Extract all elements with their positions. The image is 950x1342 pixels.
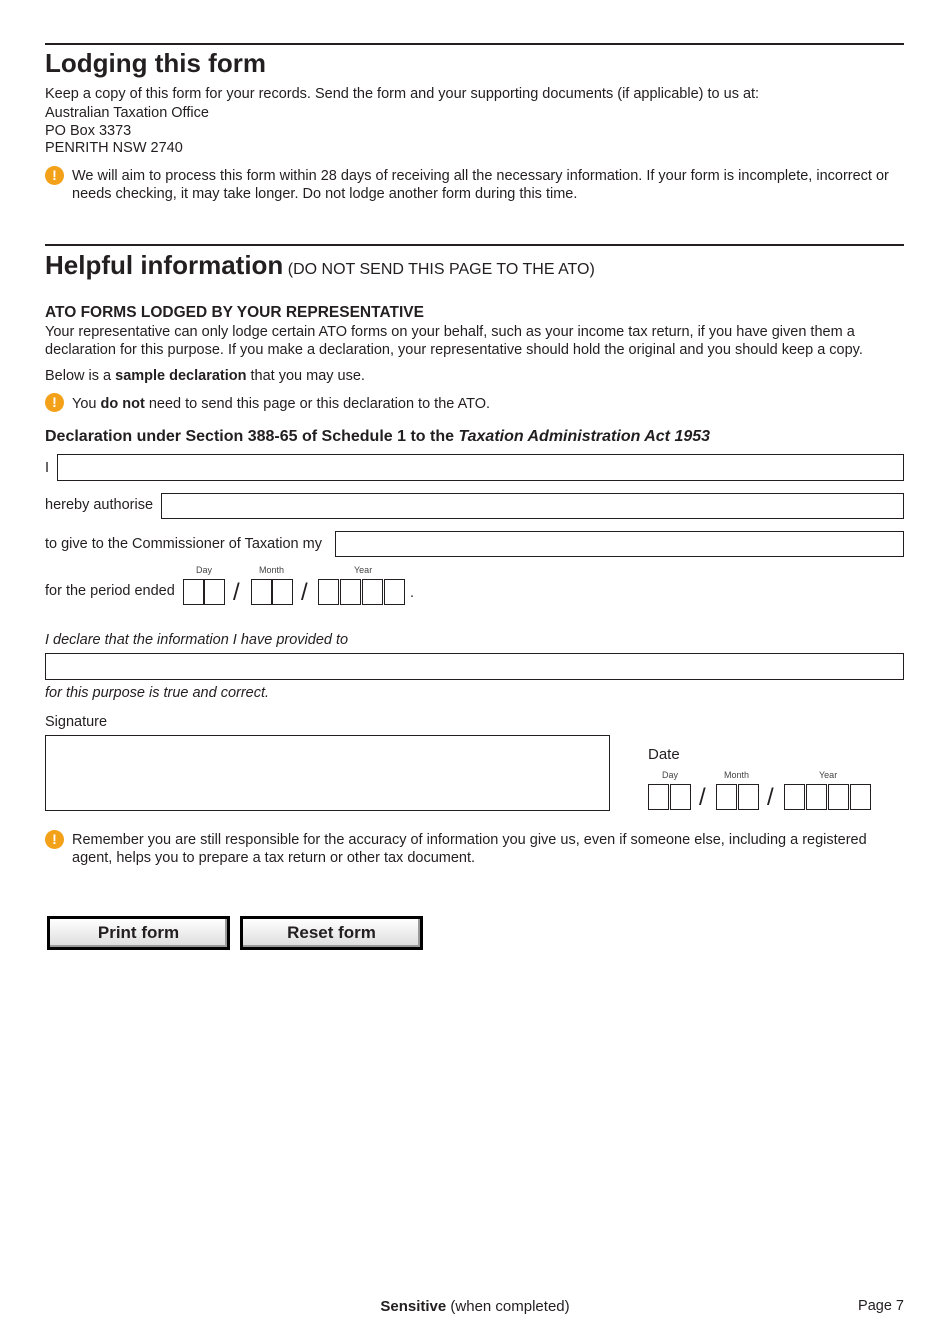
year-label: Year — [819, 770, 838, 780]
day-label: Day — [662, 770, 679, 780]
section-rule — [45, 244, 904, 246]
declare-recipient-field[interactable] — [45, 653, 904, 680]
print-form-button[interactable]: Print form — [47, 916, 230, 950]
label-authorise: hereby authorise — [45, 497, 154, 513]
address-line: Australian Taxation Office — [45, 105, 209, 121]
date-year-digit[interactable] — [784, 784, 805, 810]
date-year-digit[interactable] — [850, 784, 871, 810]
date-label: Date — [648, 746, 680, 763]
period-end-dot: . — [410, 585, 415, 601]
period-month-digit[interactable] — [251, 579, 272, 605]
signature-field[interactable] — [45, 735, 610, 811]
period-day-digit[interactable] — [183, 579, 204, 605]
period-year-digit[interactable] — [384, 579, 405, 605]
label-i: I — [45, 460, 50, 476]
sensitivity-footer: Sensitive (when completed) — [380, 1298, 570, 1315]
representative-heading: ATO FORMS LODGED BY YOUR REPRESENTATIVE — [45, 304, 424, 321]
period-year-digit[interactable] — [340, 579, 361, 605]
document-field[interactable] — [335, 531, 904, 557]
purpose-text: for this purpose is true and correct. — [45, 685, 270, 701]
label-commissioner: to give to the Commissioner of Taxation my — [45, 536, 322, 552]
helpful-subtitle: (DO NOT SEND THIS PAGE TO THE ATO) — [287, 261, 595, 278]
date-day-digit[interactable] — [648, 784, 669, 810]
address-line: PO Box 3373 — [45, 122, 132, 139]
date-month-digit[interactable] — [738, 784, 759, 810]
day-label: Day — [196, 565, 213, 575]
reset-form-button[interactable]: Reset form — [240, 916, 423, 950]
period-month-digit[interactable] — [272, 579, 293, 605]
ato-address — [45, 105, 209, 158]
warning-icon: ! — [45, 393, 64, 412]
date-separator: / — [767, 784, 774, 811]
do-not-send-notice: You do not need to send this page or this declaration to the ATO. — [72, 396, 491, 412]
sample-declaration-text: Below is a sample declaration that you may use. — [45, 368, 365, 384]
year-label: Year — [354, 565, 373, 575]
label-period: for the period ended — [45, 583, 175, 599]
date-separator: / — [699, 784, 706, 811]
declare-text: I declare that the information I have provided to — [45, 632, 349, 648]
date-year-digit[interactable] — [828, 784, 849, 810]
period-day-digit[interactable] — [204, 579, 225, 605]
date-separator: / — [301, 579, 308, 606]
address-line: PENRITH NSW 2740 — [45, 140, 183, 156]
period-year-digit[interactable] — [318, 579, 339, 605]
warning-icon: ! — [45, 830, 64, 849]
date-day-digit[interactable] — [670, 784, 691, 810]
lodging-title: Lodging this form — [45, 48, 266, 78]
processing-notice: We will aim to process this form within 28 days of receiving all the necessary information. If your form is incomplete, incorrect or needs checking, it may take longer. Do not lodge another form during this time. — [72, 168, 889, 202]
declaration-heading: Declaration under Section 388-65 of Schedule 1 to the Taxation Administration Act 1953 — [45, 428, 711, 445]
responsibility-reminder: Remember you are still responsible for the accuracy of information you give us, even if someone else, including a registered agent, helps you to prepare a tax return or other tax document. — [72, 832, 867, 866]
date-year-digit[interactable] — [806, 784, 827, 810]
warning-icon: ! — [45, 166, 64, 185]
representative-field[interactable] — [161, 493, 904, 519]
date-month-digit[interactable] — [716, 784, 737, 810]
top-rule — [45, 43, 904, 45]
month-label: Month — [259, 565, 285, 575]
representative-paragraph: Your representative can only lodge certain ATO forms on your behalf, such as your income tax return, if you have given them a declaration for this purpose. If you make a declaration, your representative should hold the original and you should keep a copy. — [45, 324, 863, 358]
helpful-title: Helpful information — [45, 250, 284, 280]
lodging-intro: Keep a copy of this form for your records. Send the form and your supporting documents (if applicable) to us at: — [45, 86, 760, 102]
month-label: Month — [724, 770, 750, 780]
page-number: Page 7 — [858, 1298, 904, 1314]
name-field[interactable] — [57, 454, 904, 481]
period-year-digit[interactable] — [362, 579, 383, 605]
date-separator: / — [233, 579, 240, 606]
signature-label: Signature — [45, 714, 108, 730]
helpful-header — [45, 250, 595, 280]
